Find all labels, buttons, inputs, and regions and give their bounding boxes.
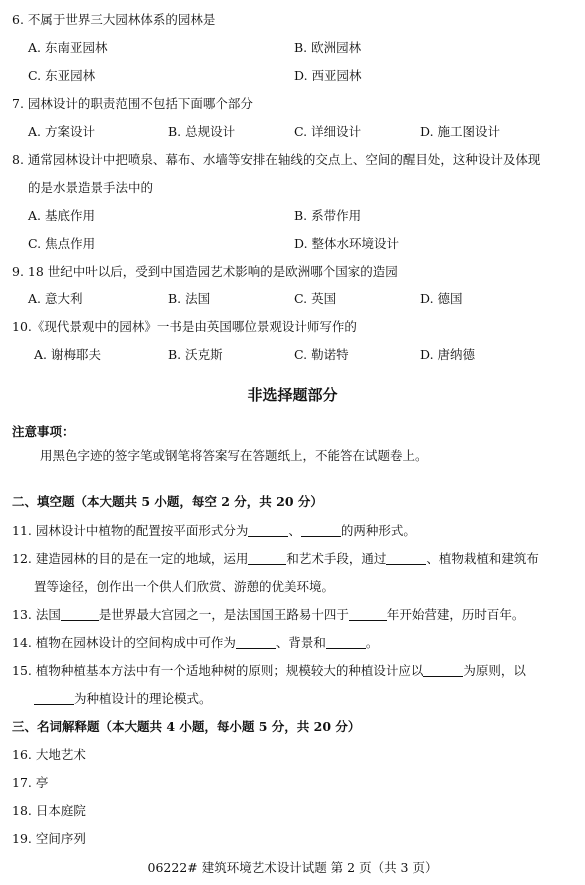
question-15-line2-text: 为种植设计的理论模式。 bbox=[74, 691, 212, 706]
question-10-option-b: B. 沃克斯 bbox=[168, 347, 223, 362]
question-8-stem-line1: 8. 通常园林设计中把喷泉、幕布、水墙等安排在轴线的交点上、空间的醒目处，这种设计及体现 bbox=[12, 152, 541, 167]
question-15-text-a: 15. 植物种植基本方法中有一个适地种树的原则；规模较大的种植设计应以 bbox=[12, 663, 424, 678]
term-section-title: 三、名词解释题（本大题共 4 小题，每小题 5 分，共 20 分） bbox=[12, 719, 361, 734]
question-12-text-a: 12. 建造园林的目的是在一定的地域，运用 bbox=[12, 551, 249, 566]
question-8-option-d: D. 整体水环境设计 bbox=[294, 236, 400, 251]
answer-blank[interactable] bbox=[386, 552, 426, 565]
question-14-text-a: 14. 植物在园林设计的空间构成中可作为 bbox=[12, 635, 236, 650]
question-7-option-c: C. 详细设计 bbox=[294, 124, 362, 139]
question-13-text-c: 年开始营建，历时百年。 bbox=[386, 607, 525, 622]
question-11-text-c: 的两种形式。 bbox=[340, 523, 416, 538]
question-9-option-c: C. 英国 bbox=[294, 291, 337, 306]
question-11 bbox=[12, 523, 416, 539]
term-item: 16. 大地艺术 bbox=[12, 747, 86, 762]
question-13-text-b: 是世界最大宫园之一，是法国国王路易十四于 bbox=[98, 607, 349, 622]
answer-blank[interactable] bbox=[248, 524, 288, 537]
term-item: 17. 亭 bbox=[12, 775, 49, 790]
question-13 bbox=[12, 607, 524, 623]
question-13-text-a: 13. 法国 bbox=[12, 607, 61, 622]
answer-blank[interactable] bbox=[301, 524, 341, 537]
question-8-option-a: A. 基底作用 bbox=[28, 208, 95, 223]
answer-blank[interactable] bbox=[423, 664, 463, 677]
question-10-option-d: D. 唐纳德 bbox=[420, 347, 476, 362]
notice-text: 用黑色字迹的签字笔或钢笔将答案写在答题纸上，不能答在试题卷上。 bbox=[40, 448, 428, 463]
question-6-option-d: D. 西亚园林 bbox=[294, 68, 362, 83]
question-7-option-d: D. 施工图设计 bbox=[420, 124, 501, 139]
question-6-option-c: C. 东亚园林 bbox=[28, 68, 96, 83]
question-12-text-c: 、植物栽植和建筑布 bbox=[426, 551, 539, 566]
answer-blank[interactable] bbox=[248, 552, 286, 565]
question-10-stem: 10.《现代景观中的园林》一书是由英国哪位景观设计师写作的 bbox=[12, 319, 357, 334]
question-9-stem: 9. 18 世纪中叶以后，受到中国造园艺术影响的是欧洲哪个国家的造园 bbox=[12, 264, 398, 279]
question-10-option-a: A. 谢梅耶夫 bbox=[34, 347, 101, 362]
answer-blank[interactable] bbox=[349, 608, 387, 621]
question-12-line2: 置等途径，创作出一个供人们欣赏、游憩的优美环境。 bbox=[34, 579, 335, 594]
question-15-text-b: 为原则，以 bbox=[463, 663, 526, 678]
question-14-text-c: 。 bbox=[365, 635, 379, 650]
question-6-stem: 6. 不属于世界三大园林体系的园林是 bbox=[12, 12, 216, 27]
question-15-line2 bbox=[34, 691, 212, 707]
question-14 bbox=[12, 635, 378, 651]
answer-blank[interactable] bbox=[326, 636, 366, 649]
question-8-stem-line2: 的是水景造景手法中的 bbox=[28, 180, 154, 195]
fill-section-title: 二、填空题（本大题共 5 小题，每空 2 分，共 20 分） bbox=[12, 494, 323, 509]
question-8-option-b: B. 系带作用 bbox=[294, 208, 362, 223]
question-14-text-b: 、背景和 bbox=[275, 635, 326, 650]
question-6-option-a: A. 东南亚园林 bbox=[28, 40, 108, 55]
question-15-line1 bbox=[12, 663, 526, 679]
term-item: 19. 空间序列 bbox=[12, 831, 86, 846]
question-10-option-c: C. 勒诺特 bbox=[294, 347, 349, 362]
question-11-text-a: 11. 园林设计中植物的配置按平面形式分为 bbox=[12, 523, 249, 538]
question-12-line1 bbox=[12, 551, 539, 567]
term-item: 18. 日本庭院 bbox=[12, 803, 86, 818]
question-9-option-a: A. 意大利 bbox=[28, 291, 83, 306]
question-9-option-b: B. 法国 bbox=[168, 291, 211, 306]
question-7-stem: 7. 园林设计的职责范围不包括下面哪个部分 bbox=[12, 96, 253, 111]
notice-label: 注意事项： bbox=[12, 424, 75, 439]
question-12-text-b: 和艺术手段，通过 bbox=[286, 551, 387, 566]
question-11-text-b: 、 bbox=[288, 523, 301, 538]
section-title: 非选择题部分 bbox=[247, 386, 338, 404]
page-footer: 06222# 建筑环境艺术设计试题 第 2 页（共 3 页） bbox=[147, 860, 438, 875]
question-7-option-a: A. 方案设计 bbox=[28, 124, 95, 139]
question-7-option-b: B. 总规设计 bbox=[168, 124, 236, 139]
question-6-option-b: B. 欧洲园林 bbox=[294, 40, 362, 55]
answer-blank[interactable] bbox=[34, 692, 74, 705]
answer-blank[interactable] bbox=[236, 636, 276, 649]
answer-blank[interactable] bbox=[61, 608, 99, 621]
question-8-option-c: C. 焦点作用 bbox=[28, 236, 96, 251]
question-9-option-d: D. 德国 bbox=[420, 291, 463, 306]
